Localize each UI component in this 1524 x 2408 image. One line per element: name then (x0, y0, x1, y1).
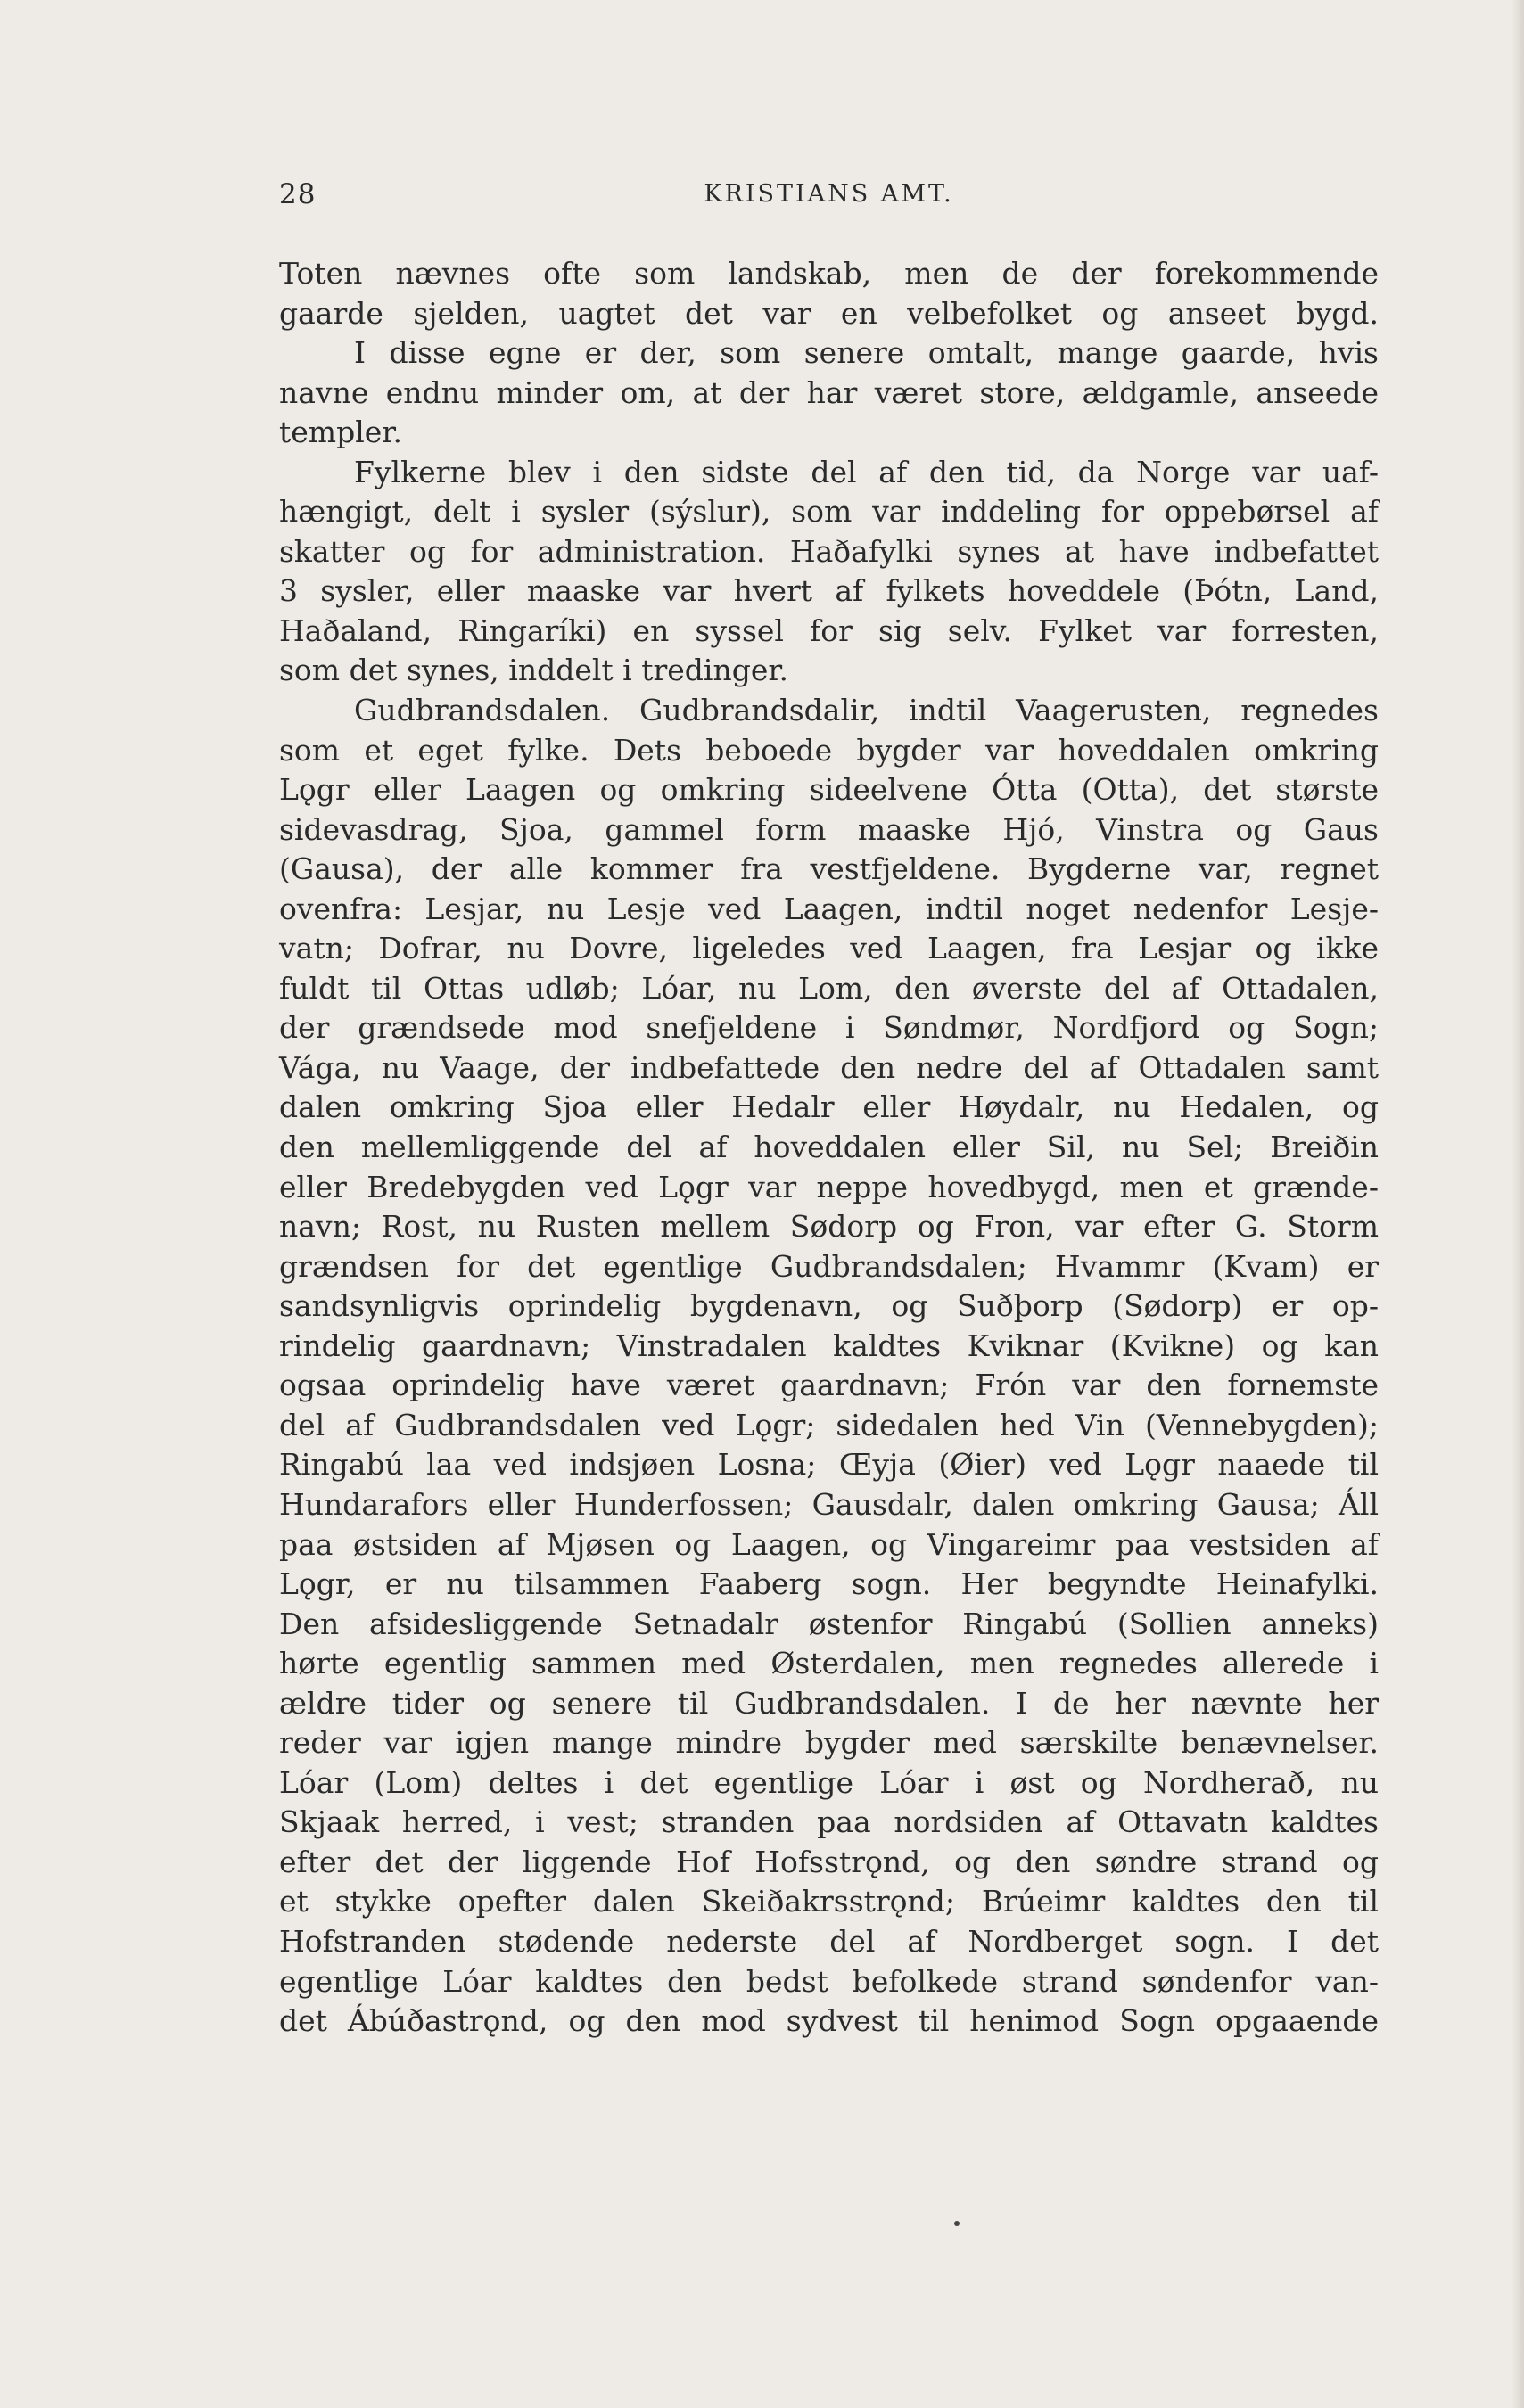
text-line: vatn; Dofrar, nu Dovre, ligeledes ved Laagen, fra Lesjar og ikke (279, 931, 1379, 966)
text-line: sidevasdrag, Sjoa, gammel form maaske Hjó, Vinstra og Gaus (279, 811, 1379, 847)
text-line: hængigt, delt i sysler (sýslur), som var inddeling for oppebørsel af (279, 494, 1379, 530)
page-number: 28 (279, 178, 317, 210)
text-line: sandsynligvis oprindelig bygdenavn, og Suðþorp (Sødorp) er op- (279, 1288, 1379, 1324)
text-line: del af Gudbrandsdalen ved Lǫgr; sidedalen hed Vin (Vennebygden); (279, 1407, 1379, 1442)
page-edge-shadow (1512, 0, 1524, 2408)
text-line: der grændsede mod snefjeldene i Søndmør, Nordfjord og Sogn; (279, 1010, 1379, 1046)
text-line: dalen omkring Sjoa eller Hedalr eller Høydalr, nu Hedalen, og (279, 1089, 1379, 1125)
text-line: reder var igjen mange mindre bygder med særskilte benævnelser. (279, 1725, 1379, 1761)
text-line: som et eget fylke. Dets beboede bygder var hoveddalen omkring (279, 732, 1379, 768)
text-line: Lǫgr, er nu tilsammen Faaberg sogn. Her begyndte Heinafylki. (279, 1566, 1379, 1602)
running-title: KRISTIANS AMT. (704, 180, 954, 208)
text-line: gaarde sjelden, uagtet det var en velbefolket og anseet bygd. (279, 295, 1379, 331)
text-line: som det synes, inddelt i tredinger. (279, 653, 788, 688)
text-line: paa østsiden af Mjøsen og Laagen, og Vingareimr paa vestsiden af (279, 1526, 1379, 1562)
text-line: egentlige Lóar kaldtes den bedst befolkede strand søndenfor van- (279, 1963, 1379, 1999)
text-line: rindelig gaardnavn; Vinstradalen kaldtes Kviknar (Kvikne) og kan (279, 1327, 1379, 1363)
text-line: eller Bredebygden ved Lǫgr var neppe hovedbygd, men et grænde- (279, 1169, 1379, 1204)
text-line: Haðaland, Ringaríki) en syssel for sig selv. Fylket var forresten, (279, 612, 1379, 648)
text-line: Hofstranden stødende nederste del af Nordberget sogn. I det (279, 1923, 1379, 1959)
ink-speck (954, 2221, 960, 2226)
text-line: Ringabú laa ved indsjøen Losna; Œyja (Øier) ved Lǫgr naaede til (279, 1447, 1379, 1483)
body-text (279, 254, 1379, 2042)
text-line: Lǫgr eller Laagen og omkring sideelvene Ótta (Otta), det største (279, 772, 1379, 808)
text-line: ovenfra: Lesjar, nu Lesje ved Laagen, indtil noget nedenfor Lesje- (279, 891, 1379, 926)
text-line: Skjaak herred, i vest; stranden paa nordsiden af Ottavatn kaldtes (279, 1804, 1379, 1840)
text-line: Vága, nu Vaage, der indbefattede den nedre del af Ottadalen samt (279, 1049, 1379, 1085)
text-line: et stykke opefter dalen Skeiðakrsstrǫnd; Brúeimr kaldtes den til (279, 1884, 1379, 1919)
text-line: det Ábúðastrǫnd, og den mod sydvest til henimod Sogn opgaaende (279, 2003, 1379, 2039)
text-line: Toten nævnes ofte som landskab, men de der forekommende (279, 256, 1379, 291)
text-line: grændsen for det egentlige Gudbrandsdalen; Hvammr (Kvam) er (279, 1248, 1379, 1284)
text-line: fuldt til Ottas udløb; Lóar, nu Lom, den øverste del af Ottadalen, (279, 970, 1379, 1006)
page-header (279, 178, 1379, 218)
paragraph-start-line: I disse egne er der, som senere omtalt, mange gaarde, hvis (354, 335, 1379, 371)
text-line: hørte egentlig sammen med Østerdalen, men regnedes allerede i (279, 1646, 1379, 1681)
text-line: den mellemliggende del af hoveddalen eller Sil, nu Sel; Breiðin (279, 1130, 1379, 1165)
paragraph-start-line: Gudbrandsdalen. Gudbrandsdalir, indtil Vaagerusten, regnedes (354, 693, 1379, 728)
text-line: skatter og for administration. Haðafylki synes at have indbefattet (279, 533, 1379, 569)
text-line: efter det der liggende Hof Hofsstrǫnd, og den søndre strand og (279, 1844, 1379, 1879)
text-line: templer. (279, 415, 402, 450)
text-line: ældre tider og senere til Gudbrandsdalen. I de her nævnte her (279, 1685, 1379, 1721)
paragraph-start-line: Fylkerne blev i den sidste del af den tid, da Norge var uaf- (354, 454, 1379, 489)
text-line: navn; Rost, nu Rusten mellem Sødorp og Fron, var efter G. Storm (279, 1209, 1379, 1245)
text-line: 3 sysler, eller maaske var hvert af fylkets hoveddele (Þótn, Land, (279, 573, 1379, 609)
text-line: ogsaa oprindelig have været gaardnavn; Frón var den fornemste (279, 1368, 1379, 1403)
text-line: Lóar (Lom) deltes i det egentlige Lóar i øst og Nordherað, nu (279, 1764, 1379, 1800)
text-line: Hundarafors eller Hunderfossen; Gausdalr, dalen omkring Gausa; Áll (279, 1486, 1379, 1522)
text-line: (Gausa), der alle kommer fra vestfjeldene. Bygderne var, regnet (279, 851, 1379, 887)
text-line: Den afsidesliggende Setnadalr østenfor Ringabú (Sollien anneks) (279, 1606, 1379, 1641)
text-line: navne endnu minder om, at der har været store, ældgamle, anseede (279, 374, 1379, 410)
